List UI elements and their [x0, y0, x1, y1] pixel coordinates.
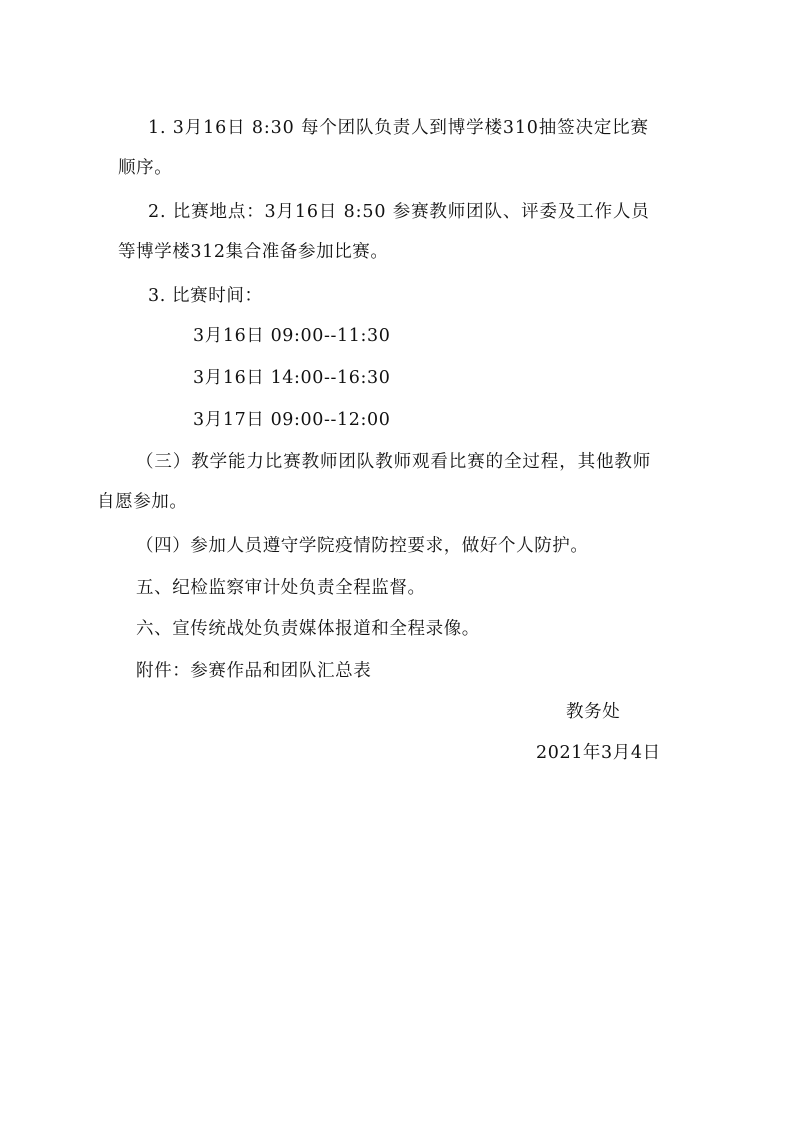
section-4: （四）参加人员遵守学院疫情防控要求，做好个人防护。	[136, 536, 589, 556]
section-5: 五、纪检监察审计处负责全程监督。	[136, 578, 426, 598]
item-1-line-2: 顺序。	[118, 158, 173, 178]
schedule-entry: 3月16日 09:00--11:30	[193, 326, 391, 346]
schedule-entry: 3月17日 09:00--12:00	[193, 410, 391, 430]
section-3-line-1: （三）教学能力比赛教师团队教师观看比赛的全过程，其他教师	[136, 452, 652, 472]
item-2-line-1: 2. 比赛地点：3月16日 8:50 参赛教师团队、评委及工作人员	[148, 202, 650, 222]
item-1-line-1: 1. 3月16日 8:30 每个团队负责人到博学楼310抽签决定比赛	[148, 118, 649, 138]
attachment-note: 附件：参赛作品和团队汇总表	[136, 661, 372, 681]
section-3-line-2: 自愿参加。	[97, 492, 188, 512]
item-3-heading: 3. 比赛时间：	[148, 286, 263, 306]
schedule-entry: 3月16日 14:00--16:30	[193, 368, 391, 388]
document-date: 2021年3月4日	[536, 743, 661, 763]
item-2-line-2: 等博学楼312集合准备参加比赛。	[118, 242, 389, 262]
signature: 教务处	[566, 702, 621, 722]
section-6: 六、宣传统战处负责媒体报道和全程录像。	[136, 619, 480, 639]
